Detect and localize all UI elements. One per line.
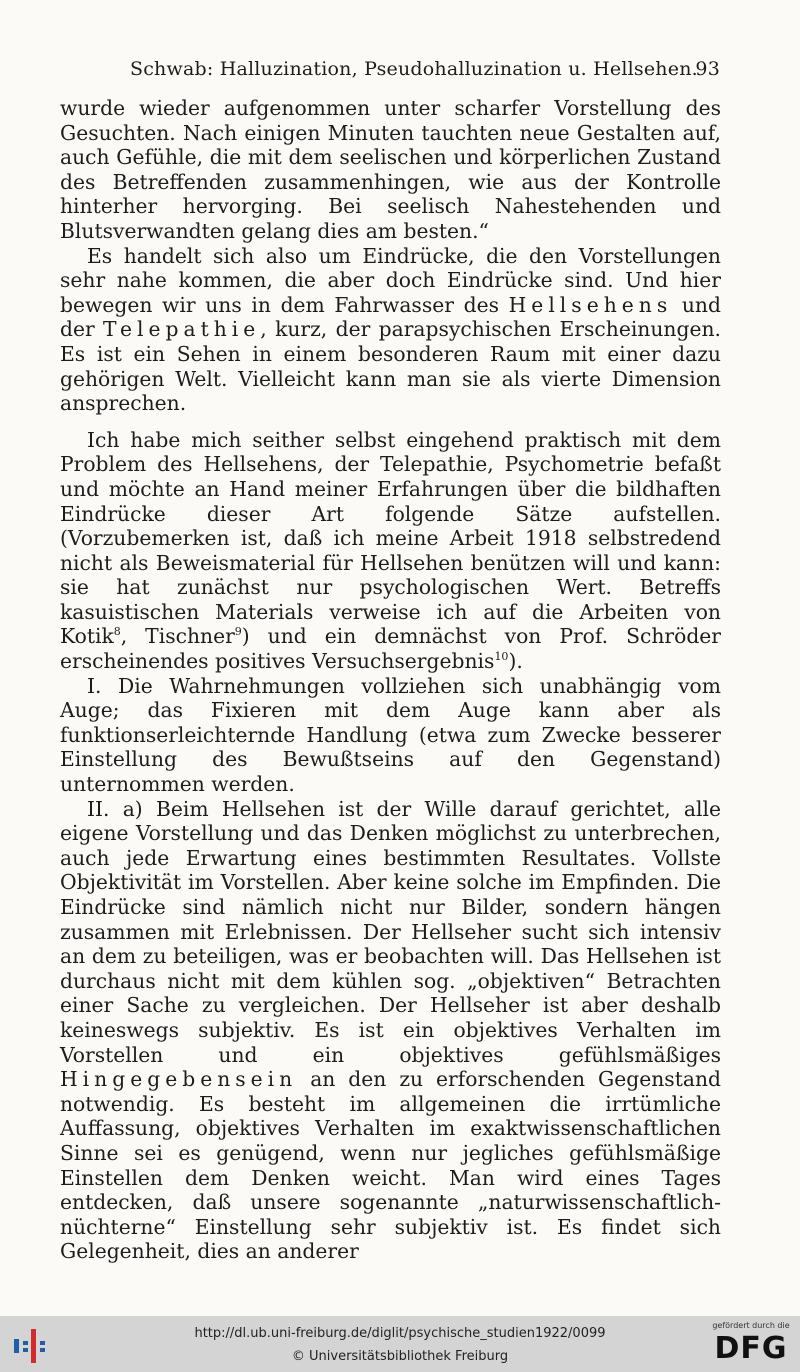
copyright-notice: © Universitätsbibliothek Freiburg (291, 1349, 509, 1364)
footnote-ref-10: 10 (494, 650, 509, 664)
emphasis-telepathie: Telepathie (103, 317, 261, 342)
emphasis-hingegebensein: Hingegebensein (60, 1067, 298, 1092)
emphasis-hellsehens: Hellsehens (508, 292, 673, 317)
source-url-link[interactable]: http://dl.ub.uni-freiburg.de/diglit/psychische_studien1922/0099 (194, 1326, 606, 1341)
running-head (130, 58, 720, 80)
running-title: Schwab: Halluzination, Pseudohalluzination u. Hellsehen. (130, 58, 698, 80)
footer-bar (0, 1316, 800, 1372)
funding-note: gefördert durch die (712, 1321, 790, 1330)
page-number: 93 (695, 58, 720, 80)
dfg-logo: DFG (714, 1331, 788, 1366)
paragraph-1: wurde wieder aufgenommen unter scharfer Vorstellung des Gesuchten. Nach einigen Minuten tauchten neue Gestalten auf, auch Gefühle, die mit dem seelischen und körperlichen Zustand des Betreffenden zusammenhingen, wie aus der Kontrolle hinterher hervorging. Bei seelisch Nahestehenden und Blutsverwandten gelang dies am besten.“ (60, 96, 721, 243)
paragraph-4: I. Die Wahrnehmungen vollziehen sich unabhängig vom Auge; das Fixieren mit dem Auge kann aber als funktionserleichternde Handlung (etwa zum Zwecke besserer Einstellung des Bewußtseins auf den Gegenstand) unternommen werden. (60, 673, 721, 797)
body-text (60, 96, 721, 1264)
paragraph-5: II. a) Beim Hellsehen ist der Wille darauf gerichtet, alle eigene Vorstellung und das Denken möglichst zu unterbrechen, auch jede Erwartung eines bestimmten Resultates. Vollste Objektivität im Vorstellen. Aber keine solche im Empfinden. Die Eindrücke sind nämlich nicht nur Bilder, sondern hängen zusammen mit Erlebnissen. Der Hellseher sucht sich intensiv an dem zu beteiligen, was er beobachten will. Das Hellsehen ist durchaus nicht mit dem kühlen sog. „objektiven“ Betrachten einer Sache zu vergleichen. Der Hellseher ist aber deshalb keineswegs subjektiv. Es ist ein objektives Verhalten im Vorstellen und ein objektives gefühlsmäßiges Hingegebensein an den zu erforschenden Gegenstand notwendig. Es besteht im allgemeinen die irrtümliche Auffassung, objektives Verhalten im exaktwissenschaftlichen Sinne sei es genügend, wenn nur jegliches gefühlsmäßige Einstellen dem Denken weicht. Man wird eines Tages entdecken, daß unsere sogenannte „naturwissenschaftlich-nüchterne“ Einstellung sehr subjektiv ist. Es findet sich Gelegenheit, dies an anderer (60, 796, 721, 1264)
paragraph-3: Ich habe mich seither selbst eingehend praktisch mit dem Problem des Hellsehens, der Telepathie, Psychometrie befaßt und möchte an Hand meiner Erfahrungen über die bildhaften Eindrücke dieser Art folgende Sätze aufstellen. (Vorzubemerken ist, daß ich meine Arbeit 1918 selbstredend nicht als Beweismaterial für Hellsehen benützen will und kann: sie hat zunächst nur psychologischen Wert. Betreffs kasuistischen Materials verweise ich auf die Arbeiten von Kotik$^8$, Tischner$^9$) und ein demnächst von Prof. Schröder erscheinendes positives Versuchsergebnis$^{10}$). (60, 427, 721, 674)
footnote-ref-9: 9 (234, 625, 242, 639)
footnote-ref-8: 8 (113, 625, 121, 639)
paragraph-2: Es handelt sich also um Eindrücke, die den Vorstellungen sehr nahe kommen, die aber doch Eindrücke sind. Und hier bewegen wir uns in dem Fahrwasser des Hellsehens und der Telepathie, kurz, der parapsychischen Erscheinungen. Es ist ein Sehen in einem besonderen Raum mit einer dazu gehörigen Welt. Vielleicht kann man sie als vierte Dimension ansprechen. (60, 243, 721, 416)
